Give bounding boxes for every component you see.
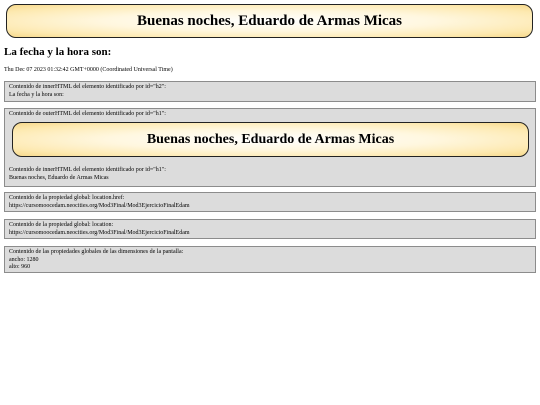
box-value: La fecha y la hora son: [9, 91, 64, 98]
h2-innerhtml-box [4, 81, 536, 102]
datetime-heading: La fecha y la hora son: [4, 46, 112, 58]
box-caption: Contenido de innerHTML del elemento identificado por id="h2": [9, 84, 166, 90]
box-caption: Contenido de la propiedad global: location: [9, 222, 114, 228]
h1-innerhtml-section [9, 167, 166, 182]
greeting-banner [6, 4, 533, 38]
box-value: https://cursomoocedam.neocities.org/Mod3Final/Mod3EjercicioFinalEdam [9, 202, 190, 209]
box-caption: Contenido de innerHTML del elemento identificado por id="h1": [9, 167, 166, 173]
screen-dimensions-box [4, 246, 536, 273]
greeting-title: Buenas noches, Eduardo de Armas Micas [136, 12, 403, 29]
location-href-box [4, 192, 536, 212]
screen-width-value: ancho: 1280 [9, 256, 39, 263]
box-caption: Contenido de la propiedad global: location.href: [9, 195, 125, 201]
box-value: https://cursomoocedam.neocities.org/Mod3Final/Mod3EjercicioFinalEdam [9, 229, 190, 236]
box-value: Buenas noches, Eduardo de Armas Micas [9, 174, 109, 181]
outerhtml-greeting-title: Buenas noches, Eduardo de Armas Micas [146, 131, 395, 147]
location-box [4, 219, 536, 239]
datetime-value: Thu Dec 07 2023 01:32:42 GMT+0000 (Coordinated Universal Time) [4, 67, 173, 73]
outerhtml-greeting-banner [12, 122, 529, 157]
box-caption: Contenido de outerHTML del elemento identificado por id="h1": [9, 111, 166, 117]
screen-height-value: alto: 960 [9, 264, 31, 270]
box-caption: Contenido de las propiedades globales de las dimensiones de la pantalla: [9, 249, 184, 255]
h1-outerhtml-box [4, 108, 536, 187]
